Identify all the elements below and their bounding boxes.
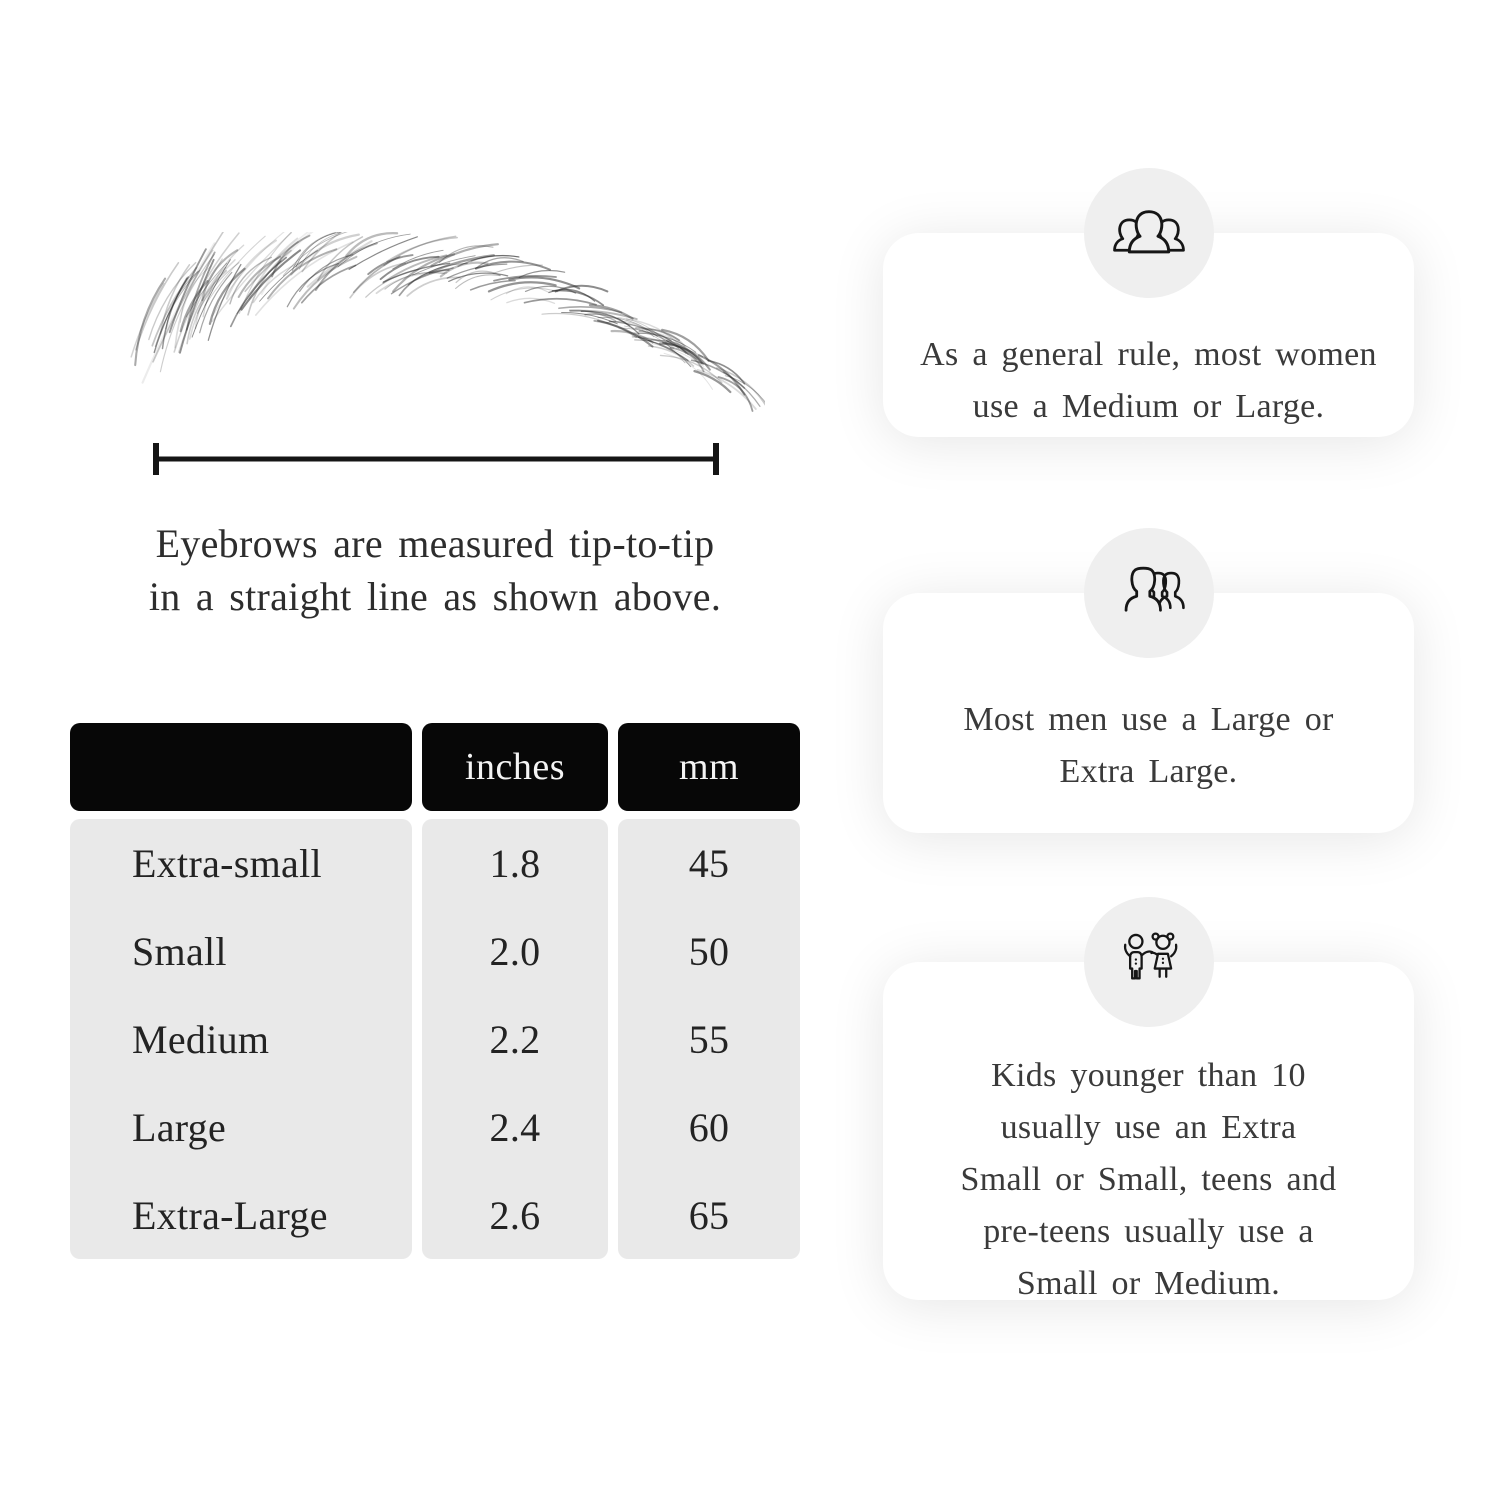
- table-cell-inches: 1.8: [489, 840, 541, 886]
- table-column-mm: [618, 819, 800, 1259]
- table-cell-mm: 55: [688, 1016, 730, 1062]
- measurement-line: [148, 440, 724, 478]
- card-men-text: Most men use a Large or Extra Large.: [963, 701, 1334, 790]
- table-row-label: Extra-small: [132, 840, 322, 886]
- kids-badge: [1084, 897, 1214, 1027]
- measurement-caption: [90, 517, 780, 623]
- table-header-mm: mm: [618, 723, 800, 811]
- men-badge: [1084, 528, 1214, 658]
- table-column-labels: [70, 819, 412, 1259]
- size-table-header: [70, 723, 800, 811]
- table-row-label: Extra-Large: [132, 1192, 328, 1238]
- table-row-label: Medium: [132, 1016, 270, 1062]
- eyebrow-illustration: [105, 232, 765, 450]
- table-cell-inches: 2.2: [489, 1016, 541, 1062]
- table-cell-mm: 65: [688, 1192, 730, 1238]
- men-group-icon: [1108, 552, 1190, 634]
- women-group-icon: [1108, 192, 1190, 274]
- card-women: [883, 233, 1414, 437]
- table-header-blank: [70, 723, 412, 811]
- size-table-body: [70, 819, 800, 1259]
- table-cell-inches: 2.0: [489, 928, 541, 974]
- caption-line-2: in a straight line as shown above.: [148, 574, 722, 619]
- table-header-inches: inches: [422, 723, 608, 811]
- women-badge: [1084, 168, 1214, 298]
- card-men: [883, 593, 1414, 833]
- size-table: [70, 723, 800, 1259]
- caption-line-1: Eyebrows are measured tip-to-tip: [155, 521, 715, 566]
- card-women-text: As a general rule, most women use a Medium or Large.: [920, 336, 1377, 425]
- table-cell-inches: 2.4: [489, 1104, 541, 1150]
- table-row-label: Large: [132, 1104, 227, 1150]
- table-cell-mm: 60: [688, 1104, 730, 1150]
- table-cell-mm: 50: [688, 928, 730, 974]
- card-kids: [883, 962, 1414, 1300]
- table-cell-mm: 45: [688, 840, 730, 886]
- table-column-inches: [422, 819, 608, 1259]
- table-row-label: Small: [132, 928, 227, 974]
- kids-icon: [1108, 921, 1190, 1003]
- table-cell-inches: 2.6: [489, 1192, 541, 1238]
- card-kids-text: Kids younger than 10 usually use an Extra Small or Small, teens and pre-teens usually use a Small or Medium.: [960, 1057, 1337, 1302]
